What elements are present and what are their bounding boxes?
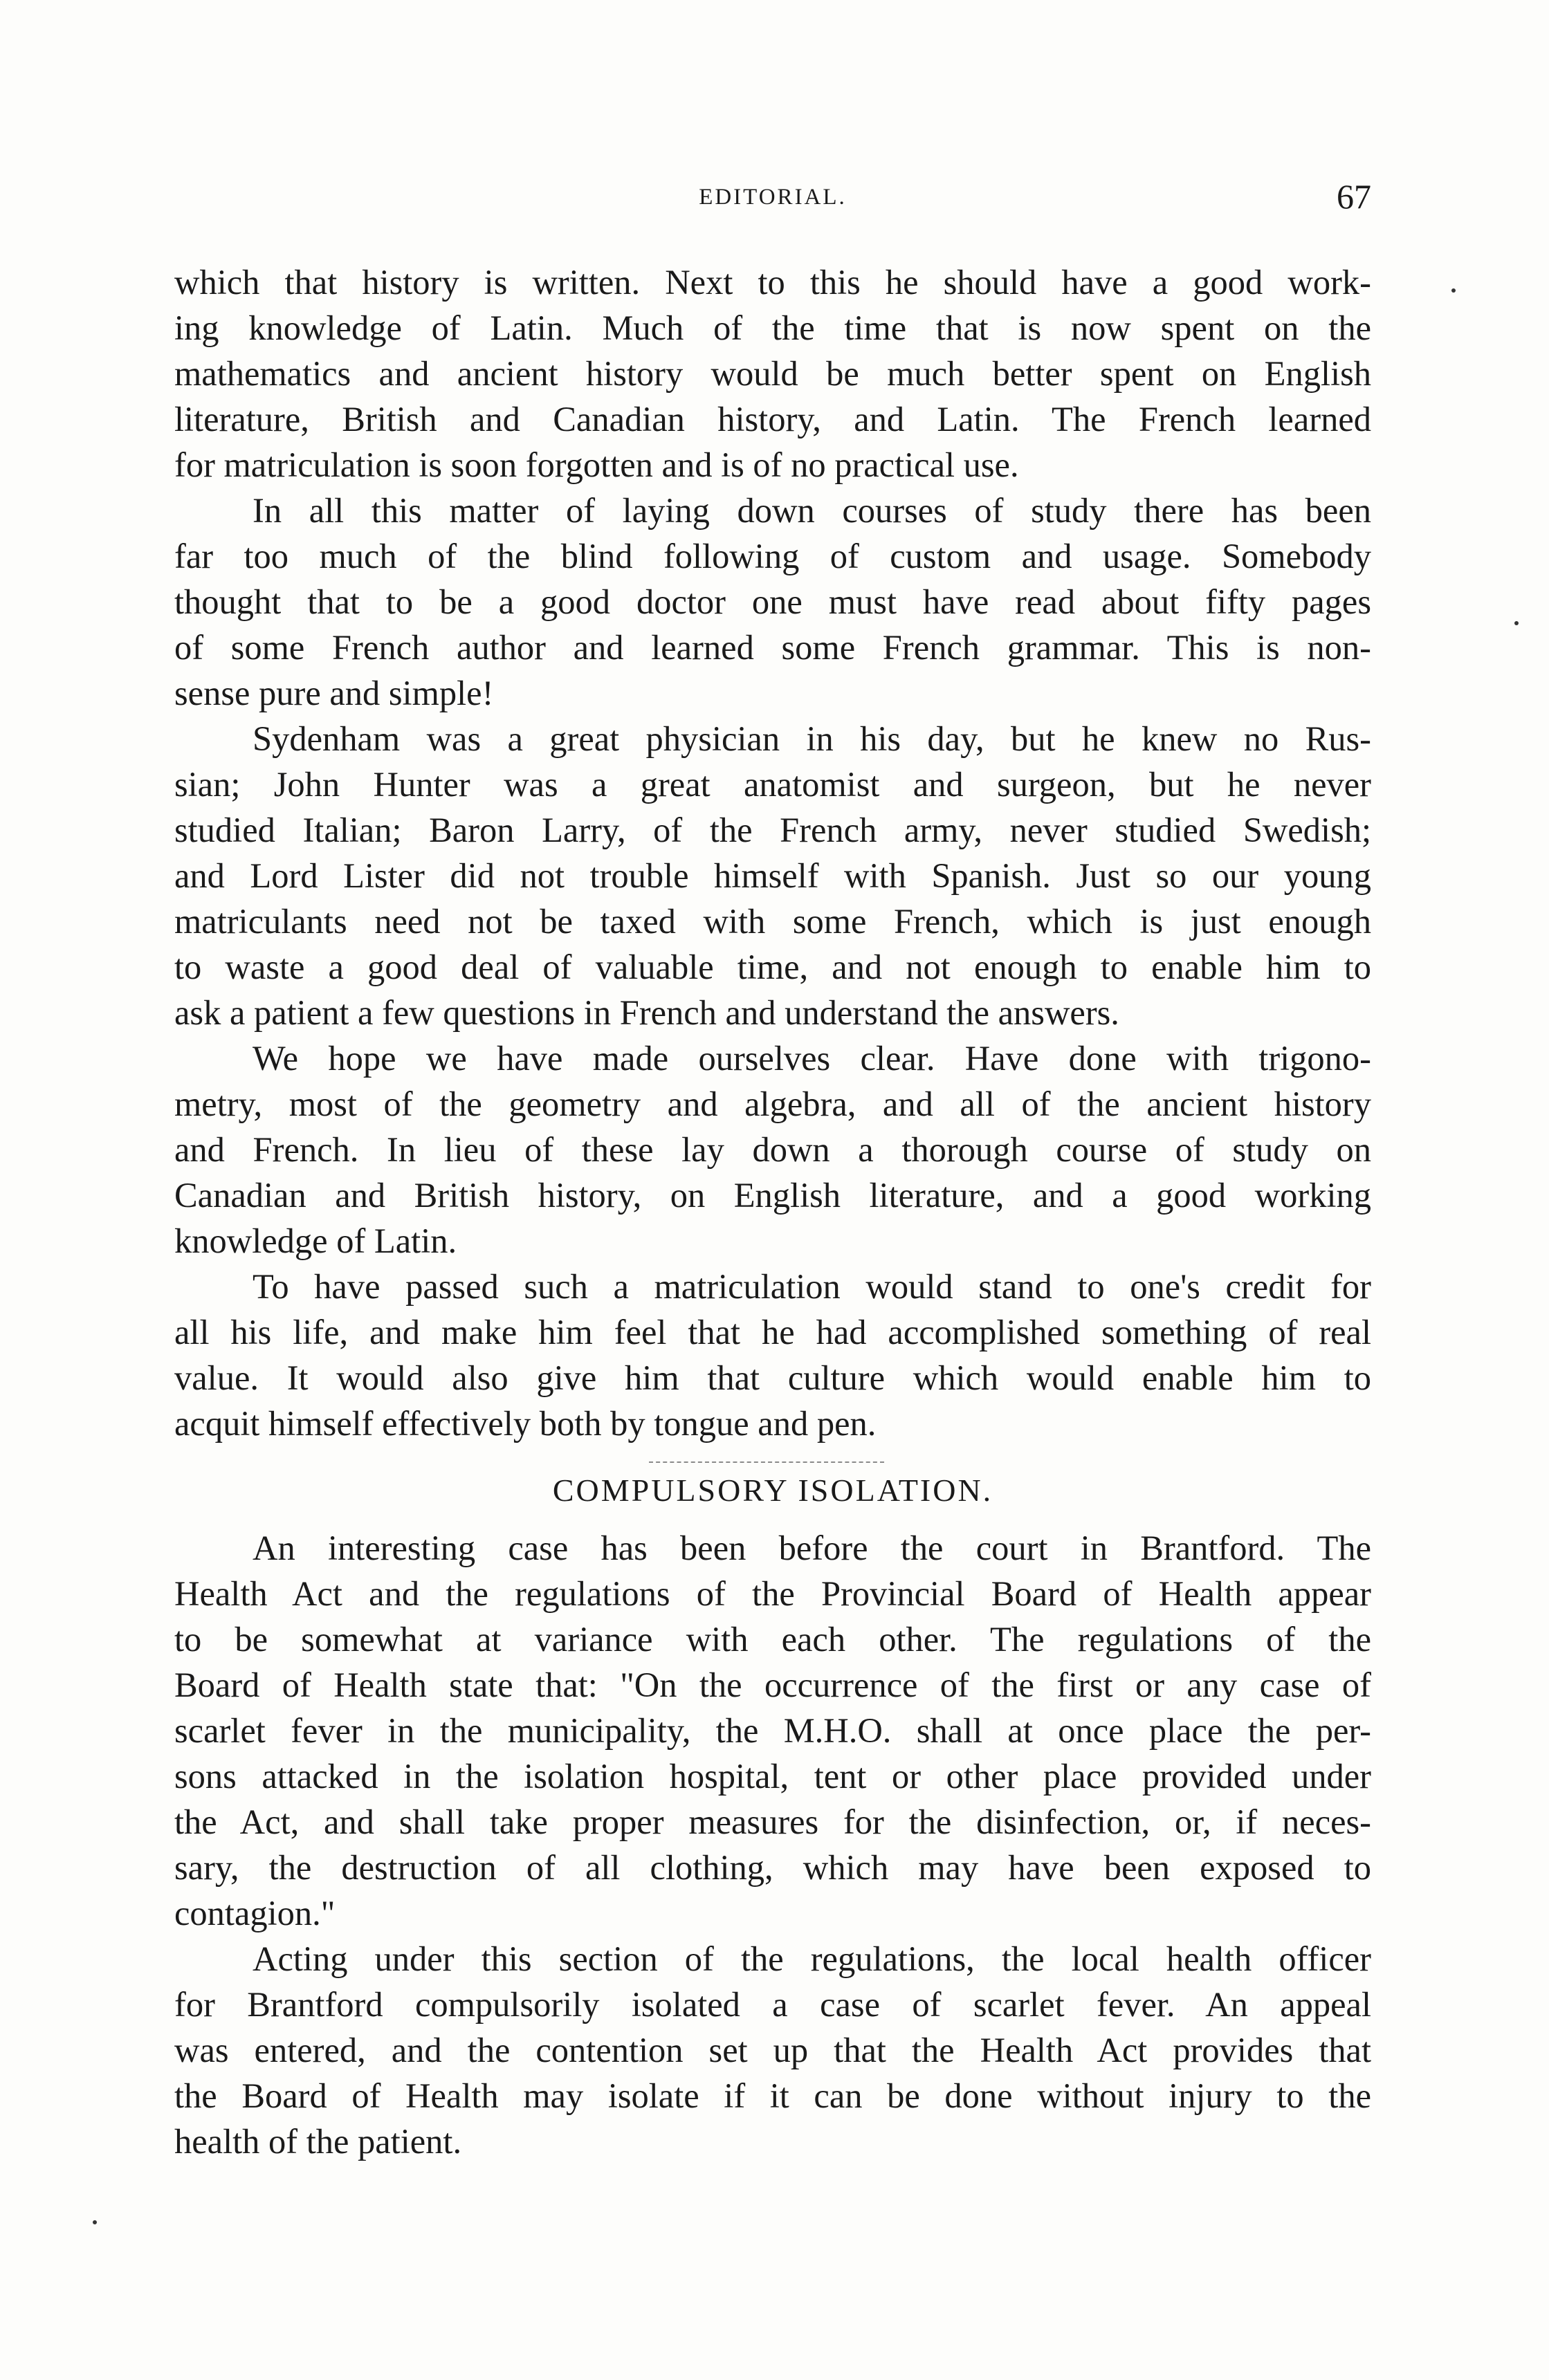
section-heading: COMPULSORY ISOLATION. — [552, 1473, 993, 1508]
text-line: to waste a good deal of valuable time, and not enough to enable him to — [174, 948, 1371, 986]
text-line: Health Act and the regulations of the Provincial Board of Health appear — [174, 1574, 1371, 1613]
text-line: sons attacked in the isolation hospital, tent or other place provided under — [174, 1757, 1371, 1796]
text-line: thought that to be a good doctor one must have read about fifty pages — [174, 582, 1371, 621]
text-line: In all this matter of laying down courses of study there has been — [253, 491, 1371, 530]
text-line: literature, British and Canadian history, and Latin. The French learned — [174, 400, 1371, 439]
running-head — [174, 176, 1371, 218]
text-line: value. It would also give him that culture which would enable him to — [174, 1358, 1371, 1397]
ink-speck — [1451, 288, 1456, 293]
text-line: We hope we have made ourselves clear. Have done with trigono- — [253, 1039, 1371, 1078]
text-line: to be somewhat at variance with each other. The regulations of the — [174, 1620, 1371, 1659]
page-number: 67 — [1337, 177, 1371, 216]
text-line: sian; John Hunter was a great anatomist and surgeon, but he never — [174, 765, 1371, 804]
text-line: all his life, and make him feel that he had accomplished something of real — [174, 1313, 1371, 1352]
text-line: acquit himself effectively both by tongue and pen. — [174, 1404, 877, 1443]
text-line: contagion." — [174, 1894, 336, 1932]
text-line: and Lord Lister did not trouble himself with Spanish. Just so our young — [174, 856, 1371, 895]
text-line: Sydenham was a great physician in his day, but he knew no Rus- — [253, 719, 1371, 758]
ink-speck — [93, 2220, 97, 2224]
text-line: the Act, and shall take proper measures for the disinfection, or, if neces- — [174, 1802, 1371, 1841]
text-line: Canadian and British history, on English literature, and a good working — [174, 1176, 1371, 1215]
text-line: mathematics and ancient history would be much better spent on English — [174, 354, 1371, 393]
text-line: knowledge of Latin. — [174, 1221, 457, 1260]
text-line: sense pure and simple! — [174, 674, 494, 712]
text-line: far too much of the blind following of custom and usage. Somebody — [174, 537, 1371, 575]
text-line: of some French author and learned some French grammar. This is non- — [174, 628, 1371, 667]
compulsory-isolation-text-block — [174, 1525, 1371, 2164]
running-title: EDITORIAL. — [699, 185, 847, 210]
text-line: studied Italian; Baron Larry, of the French army, never studied Swedish; — [174, 811, 1371, 849]
editorial-text-block — [174, 259, 1371, 1446]
text-line: for Brantford compulsorily isolated a case of scarlet fever. An appeal — [174, 1985, 1371, 2024]
section-divider — [649, 1461, 884, 1466]
text-line: An interesting case has been before the court in Brantford. The — [253, 1529, 1371, 1567]
text-line: which that history is written. Next to this he should have a good work- — [174, 263, 1371, 302]
text-line: Acting under this section of the regulations, the local health officer — [253, 1939, 1371, 1978]
text-line: sary, the destruction of all clothing, which may have been exposed to — [174, 1848, 1371, 1887]
text-line: scarlet fever in the municipality, the M.H.O. shall at once place the per- — [174, 1711, 1371, 1750]
text-line: ing knowledge of Latin. Much of the time that is now spent on the — [174, 308, 1371, 347]
text-line: matriculants need not be taxed with some French, which is just enough — [174, 902, 1371, 941]
text-line: ask a patient a few questions in French and understand the answers. — [174, 993, 1119, 1032]
text-line: health of the patient. — [174, 2122, 462, 2161]
text-line: and French. In lieu of these lay down a thorough course of study on — [174, 1130, 1371, 1169]
text-line: was entered, and the contention set up that the Health Act provides that — [174, 2031, 1371, 2069]
text-line: the Board of Health may isolate if it can be done without injury to the — [174, 2076, 1371, 2115]
text-line: To have passed such a matriculation would stand to one's credit for — [253, 1267, 1371, 1306]
text-line: metry, most of the geometry and algebra, and all of the ancient history — [174, 1085, 1371, 1123]
text-line: Board of Health state that: "On the occurrence of the first or any case of — [174, 1666, 1371, 1704]
text-line: for matriculation is soon forgotten and is of no practical use. — [174, 445, 1019, 484]
ink-speck — [1514, 621, 1519, 625]
